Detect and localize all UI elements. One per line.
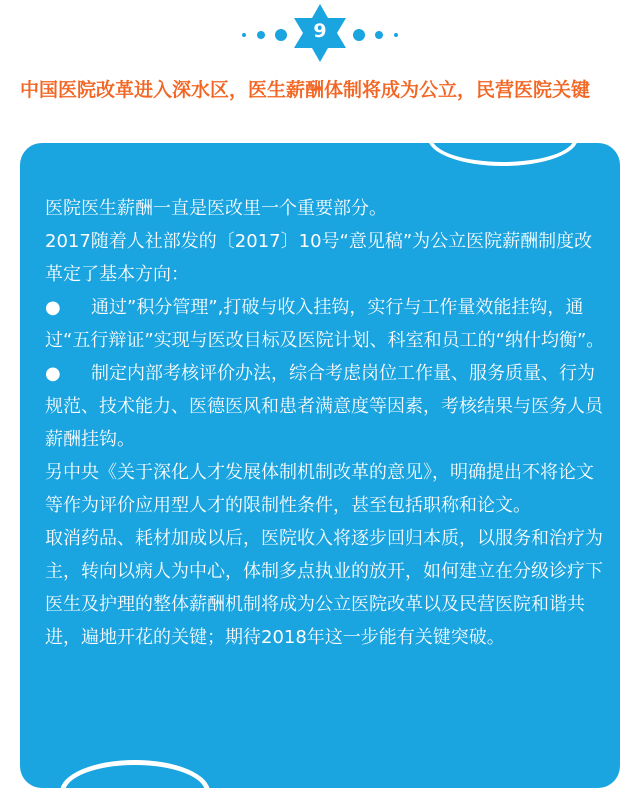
decor-dot (257, 31, 265, 39)
paragraph-policy: 2017随着人社部发的〔2017〕10号“意见稿”为公立医院薪酬制度改革定了基本方向： (45, 231, 593, 285)
bullet-item-assessment (45, 357, 605, 456)
section-number: 9 (313, 20, 327, 42)
bullet-text: 制定内部考核评价办法，综合考虑岗位工作量、服务质量、行为规范、技术能力、医德医风和患者满意度等因素，考核结果与医务人员薪酬挂钩。 (45, 363, 603, 450)
bullet-item-points-management (45, 291, 605, 357)
section-badge-row (0, 0, 640, 70)
decor-dot (394, 33, 398, 37)
bullet-icon: ● (45, 297, 61, 318)
decor-dot (353, 29, 365, 41)
decor-dot (242, 33, 246, 37)
section-headline: 中国医院改革进入深水区，医生薪酬体制将成为公立，民营医院关键 (20, 79, 591, 101)
paragraph-intro: 医院医生薪酬一直是医改里一个重要部分。 (45, 198, 387, 219)
decor-dot (275, 29, 287, 41)
bullet-text: 通过”积分管理”,打破与收入挂钩，实行与工作量效能挂钩，通过“五行辩证”实现与医改目标及医院计划、科室和员工的“纳什均衡”。 (45, 297, 605, 351)
bullet-icon: ● (45, 363, 61, 384)
body-text (45, 192, 605, 654)
decor-dot (375, 31, 383, 39)
paragraph-conclusion: 取消药品、耗材加成以后，医院收入将逐步回归本质，以服务和治疗为主，转向以病人为中心，体制多点执业的放开，如何建立在分级诊疗下医生及护理的整体薪酬机制将成为公立医院改革以及民营医院和谐共进，遍地开花的关键；期待2018年这一步能有关键突破。 (45, 528, 603, 648)
paragraph-central-opinion: 另中央《关于深化人才发展体制机制改革的意见》，明确提出不将论文等作为评价应用型人才的限制性条件，甚至包括职称和论文。 (45, 462, 594, 516)
